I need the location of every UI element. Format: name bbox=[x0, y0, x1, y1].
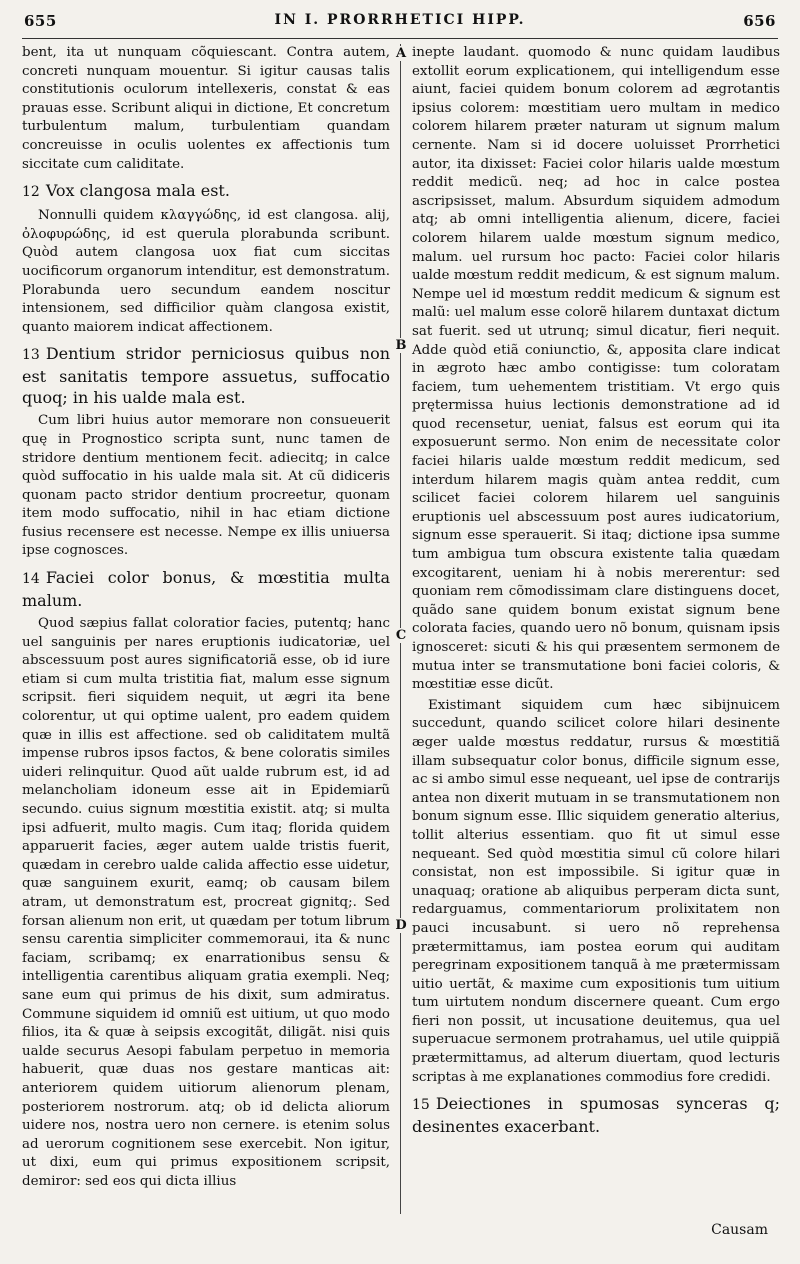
paragraph: inepte laudant. quomodo & nunc quidam laudibus extollit eorum explicationem, qui intelligendum esse aiunt, faciei quidem bonum colorem ad ægrotantis ipsius colorem: mœstitiam uero multam in medico colorem hilarem præter naturam ut signum malum cernente. Nam si id docere uoluisset Prorrhetici autor, ita dixisset: Faciei color hilaris ualde mœstum reddit medicũ. neq; ad hoc in calce postea ascripsisset, malum. Absurdum siquidem admodum atq; ab omni intelligentia alienum, dicere, faciei colorem hilarem ualde mœstum signum medico, malum. uel rursum hoc pacto: Faciei color hilaris ualde mœstum reddit medicum, & est signum malum. Nempe uel id mœstum reddit medicum & signum est malũ: uel malum esse colorẽ hilarem duntaxat dictum sat fuerit. sed ut utrunq; simul dicatur, fieri nequit. Adde quòd etiã coniunctio, &, apposita clare indicat in ægroto hæc ambo contigisse: tum coloratam faciem, tum uehementem tristitiam. Vt ergo quis prętermissa huius lectionis demonstratione ad id quod recensetur, ueniat, falsus est eorum qui ita exposuerunt sermo. Non enim de necessitate color faciei hilaris ualde mœstum reddit medicum, sed interdum hilarem magis quàm antea reddit, cum scilicet faciei colorem hilarem uel sanguinis eruptionis uel abscessuum post aures iudicatorium, signum esse sperauerit. Si itaq; dictione ipsa summe tum ambigua tum obscura existente talia quædam excogitarent, ueniam hi à nobis mererentur: sed quoniam rem cõmodissimam clare distinguens docet, quãdo sane quidem bonum existat signum bene colorata facies, quando uero nõ bonum, quisnam ipsis ignosceret: sicuti & his qui præsentem sermonem de mutua inter se transmutatione boni faciei coloris, & mœstitiæ esse dicũt. bbox=[412, 45, 780, 693]
margin-letter-d: D bbox=[390, 918, 412, 933]
catchword: Causam bbox=[711, 1222, 768, 1238]
header-rule bbox=[22, 38, 778, 39]
page-number-right: 656 bbox=[743, 12, 776, 30]
aphorism-text: Vox clangosa mala est. bbox=[45, 181, 230, 201]
paragraph: Cum libri huius autor memorare non consueuerit quę in Prognostico scripta sunt, nunc tamen de stridore dentium mentionem fecit. adiecitq; in calce quòd suffocatio in his ualde mala sit. At cũ didiceris quonam pacto stridor dentium procreetur, quonam item modo suffocatio, nihil in hac etiam dictione fusius recensere est necesse. Nempe ex illis uniuersa ipse cognosces. bbox=[22, 413, 390, 559]
paragraph: Nonnulli quidem κλαγγώδης, id est clangosa. alij, ὀλοφυρώδης, id est querula plorabunda scribunt. Quòd autem clangosa uox fiat cum siccitas uocificorum organorum intenditur, est demonstratum. Plorabunda uero secundum eandem noscitur intensionem, sed difficilior quàm clangosa existit, quanto maiorem indicat affectionem. bbox=[22, 208, 390, 335]
aphorism-number: 15 bbox=[412, 1097, 430, 1114]
aphorism-heading bbox=[22, 567, 390, 611]
margin-letter-b: B bbox=[390, 338, 412, 353]
aphorism-number: 13 bbox=[22, 347, 40, 364]
running-title: IN I. PRORRHETICI HIPP. bbox=[274, 12, 526, 28]
aphorism-heading bbox=[22, 343, 390, 408]
left-column bbox=[22, 44, 390, 1193]
aphorism-text: Faciei color bonus, & mœstitia multa malum. bbox=[22, 568, 390, 611]
aphorism-text: Dentium stridor perniciosus quibus non est sanitatis tempore assuetus, suffocatio quoq; in his ualde mala est. bbox=[22, 344, 390, 408]
margin-letter-a: A bbox=[390, 46, 412, 61]
paragraph: Existimant siquidem cum hæc sibijnuicem succedunt, quando scilicet colore hilari desinente æger ualde mœstus reddatur, rursus & mœstitiã illam subsequatur color bonus, difficile signum esse, ac si ambo simul esse nequeant, uel ipse de contrarijs antea non dixerit mutuam in se transmutationem non bonum signum esse. Illic siquidem generatio alterius, tollit alterius essentiam. quo fit ut simul esse nequeant. Sed quòd mœstitia simul cũ colore hilari consistat, non est impossibile. Si igitur quæ in unaquaq; oratione ab aliquibus perperam dicta sunt, redarguamus, commentariorum prolixitatem non pauci incusabunt. si uero nõ reprehensa prætermittamus, iam postea eorum qui auditam peregrinam expositionem tanquã à me prætermissam uitio uertãt, & maxime cum expositionis tum uitium tum uirtutem nondum discernere queant. Cum ergo fieri non possit, ut incusatione deuitemus, qua uel superuacue sermonem protrahamus, uel utile quippiã prætermittamus, ad alterum diuertam, quod lecturis scriptas à me explanationes commodius fore credidi. bbox=[412, 697, 780, 1085]
aphorism-text: Deiectiones in spumosas synceras q; desinentes exacerbant. bbox=[412, 1094, 780, 1137]
right-column bbox=[412, 44, 780, 1141]
paragraph: Quod sæpius fallat coloratior facies, putentq; hanc uel sanguinis per nares eruptionis iudicatoriæ, uel abscessuum post aures significatoriã esse, ob id iure etiam si cum multa tristitia fiat, malum esse signum scripsit. fieri siquidem nequit, ut ægri ita bene colorentur, ut qui optime ualent, pro eadem quidem quæ in illis est affectione. sed ob caliditatem multã impense rubros ipsos factos, & bene coloratis similes uideri relinquitur. Quod aũt ualde rubrum est, id ad melancholiam idoneum esse ait in Epidemiarũ secundo. cuius signum mœstitia existit. atq; si multa ipsi adfuerit, multo magis. Cum itaq; florida quidem apparuerit facies, æger autem ualde tristis fuerit, quædam in cerebro ualde calida affectio esse uidetur, quæ sanguinem exurit, eamq; ob causam bilem atram, ut demonstratum est, procreat gignitq;. Sed forsan alienum non erit, ut quædam per totum librum sensu carentia simpliciter commemoraui, ita & nunc faciam, scribamq; ex enarrationibus sensu & intelligentia carentibus aliquam gratia exempli. Neq; sane eum qui primus de his dixit, sum admiratus. Commune siquidem id omniũ est uitium, ut quo modo filios, ita & quæ à seipsis excogitãt, diligãt. nisi quis ualde securus Aesopi fabulam perpetuo in memoria habuerit, quæ duas nos gestare manticas ait: anteriorem quidem uitiorum alienorum plenam, posteriorem nostrorum. atq; ob id delicta aliorum uidere nos, nostra uero non cernere. is etenim solus ad uerorum cognitionem sese exercebit. Non igitur, ut dixi, eum qui primus expositionem scripsit, demiror: sed eos qui dicta illius bbox=[22, 616, 390, 1189]
page-number-left: 655 bbox=[24, 12, 57, 30]
aphorism-heading bbox=[22, 180, 390, 203]
margin-letter-c: C bbox=[390, 628, 412, 643]
paragraph: bent, ita ut nunquam cõquiescant. Contra autem, concreti nunquam mouentur. Si igitur causas talis constitutionis oculorum intellexeris, constat & eas prauas esse. Scribunt aliqui in dictione, Et concretum turbulentum malum, turbulentiam quandam concreuisse in oculis uolentes ex affectionis tum siccitate cum caliditate. bbox=[22, 45, 390, 172]
aphorism-heading bbox=[412, 1093, 780, 1137]
running-header bbox=[22, 12, 778, 36]
aphorism-number: 14 bbox=[22, 571, 40, 588]
aphorism-number: 12 bbox=[22, 184, 40, 201]
